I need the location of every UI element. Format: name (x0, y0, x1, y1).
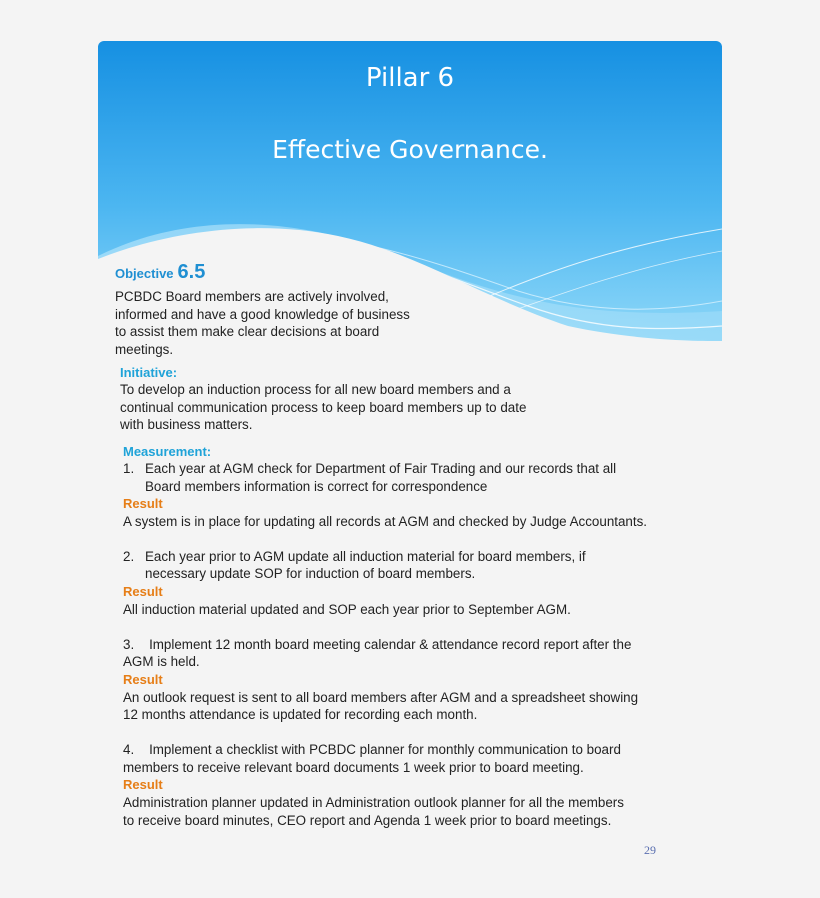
objective-number: 6.5 (177, 261, 206, 283)
text-line: AGM is held. (123, 654, 200, 670)
text-line: members to receive relevant board documents 1 week prior to board meeting. (123, 759, 584, 775)
result-text: Administration planner updated in Administration outlook planner for all the members (123, 795, 624, 810)
text-line: Implement a checklist with PCBDC planner for monthly communication to board (149, 742, 621, 758)
text-line: continual communication process to keep board members up to date (120, 399, 527, 415)
objective-label: Objective (115, 266, 174, 281)
result-label: Result (123, 777, 163, 793)
text-line: Each year prior to AGM update all induction material for board members, if (145, 548, 586, 564)
item-number: 2. (123, 548, 135, 564)
result-text: All induction material updated and SOP each year prior to September AGM. (123, 601, 571, 617)
result-text: An outlook request is sent to all board members after AGM and a spreadsheet showing (123, 689, 639, 705)
text-line: PCBDC Board members are actively involved, (115, 289, 389, 304)
text-line: meetings. (115, 341, 174, 357)
text-line: necessary update SOP for induction of board members. (145, 566, 476, 582)
result-label: Result (123, 496, 163, 512)
item-number: 4. (123, 742, 135, 758)
text-line: Each year at AGM check for Department of Fair Trading and our records that all (145, 461, 617, 476)
objective-heading (115, 261, 205, 284)
measurement-item (123, 636, 683, 724)
text-line: Board members information is correct for correspondence (145, 478, 488, 494)
text-line: Implement 12 month board meeting calendar & attendance record report after the (149, 636, 632, 652)
measurement-item (123, 460, 683, 530)
item-number: 3. (123, 636, 135, 652)
text-line: with business matters. (120, 417, 253, 433)
measurement-section (123, 443, 683, 829)
item-number: 1. (123, 461, 135, 476)
pillar-heading: Pillar 6 (365, 63, 455, 93)
text-line: to assist them make clear decisions at board (115, 324, 380, 340)
measurement-item (123, 741, 683, 829)
text-line: informed and have a good knowledge of business (115, 306, 410, 322)
result-text: A system is in place for updating all records at AGM and checked by Judge Accountants. (123, 513, 648, 529)
result-label: Result (123, 584, 163, 600)
initiative-label: Initiative: (120, 365, 178, 380)
page-title: Effective Governance. (272, 135, 548, 164)
result-text: 12 months attendance is updated for recording each month. (123, 707, 478, 723)
measurement-label: Measurement: (123, 444, 212, 459)
document-page (98, 41, 722, 871)
measurement-item (123, 548, 683, 618)
result-label: Result (123, 671, 163, 687)
objective-text (115, 288, 435, 358)
result-text: to receive board minutes, CEO report and Agenda 1 week prior to board meetings. (123, 812, 612, 828)
initiative-section (120, 364, 570, 434)
page-number: 29 (644, 843, 656, 857)
text-line: To develop an induction process for all new board members and a (120, 382, 511, 397)
